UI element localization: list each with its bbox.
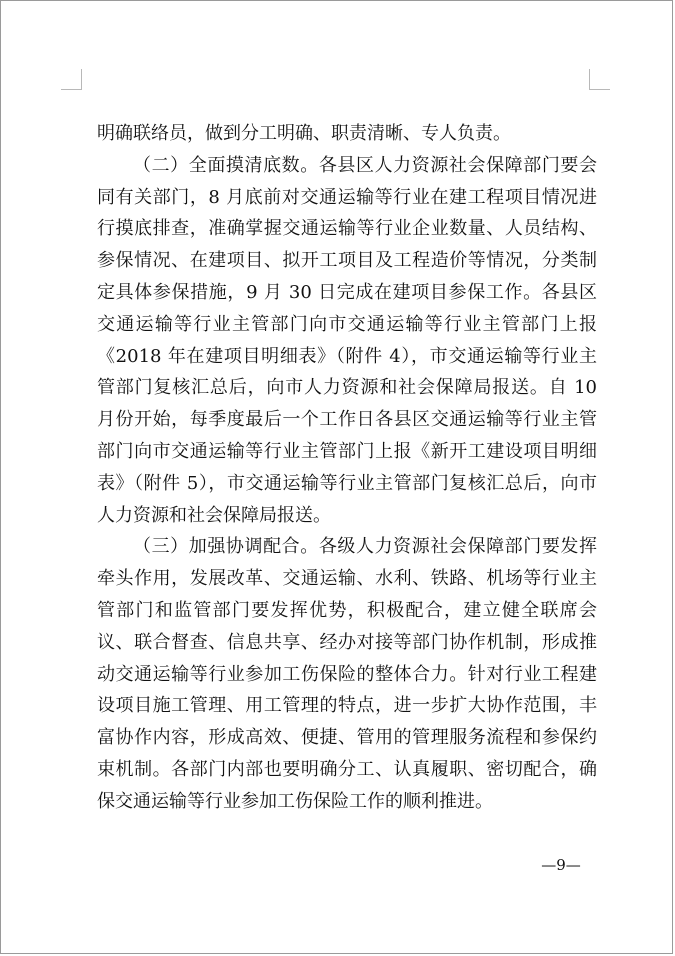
paragraph-continuation: 明确联络员，做到分工明确、职责清晰、专人负责。 [97, 123, 511, 144]
crop-mark-top-right [589, 69, 610, 90]
crop-mark-top-left [61, 69, 82, 90]
page-number: —9— [541, 856, 581, 874]
paragraph-section-two: （二）全面摸清底数。各县区人力资源社会保障部门要会同有关部门，8 月底前对交通运输等行业在建工程项目情况进行摸底排查，准确掌握交通运输等行业企业数量、人员结构、参保情况、在建项目、拟开工项目及工程造价等情况，分类制定具体参保措施，9 月 30 日完成在建项目参保工作。各县区交通运输等行业主管部门向市交通运输等行业主管部门上报《2018 年在建项目明细表》（附件 4），市交通运输等行业主管部门复核汇总后，向市人力资源和社会保障局报送。自 10 月份开始，每季度最后一个工作日各县区交通运输等行业主管部门向市交通运输等行业主管部门上报《新开工建设项目明细表》（附件 5），市交通运输等行业主管部门复核汇总后，向市人力资源和社会保障局报送。 [97, 154, 597, 526]
paragraph-section-three: （三）加强协调配合。各级人力资源社会保障部门要发挥牵头作用，发展改革、交通运输、水利、铁路、机场等行业主管部门和监管部门要发挥优势，积极配合，建立健全联席会议、联合督查、信息共享、经办对接等部门协作机制，形成推动交通运输等行业参加工伤保险的整体合力。针对行业工程建设项目施工管理、用工管理的特点，进一步扩大协作范围，丰富协作内容，形成高效、便捷、管用的管理服务流程和参保约束机制。各部门内部也要明确分工、认真履职、密切配合，确保交通运输等行业参加工伤保险工作的顺利推进。 [97, 536, 597, 812]
body-text [97, 118, 597, 818]
